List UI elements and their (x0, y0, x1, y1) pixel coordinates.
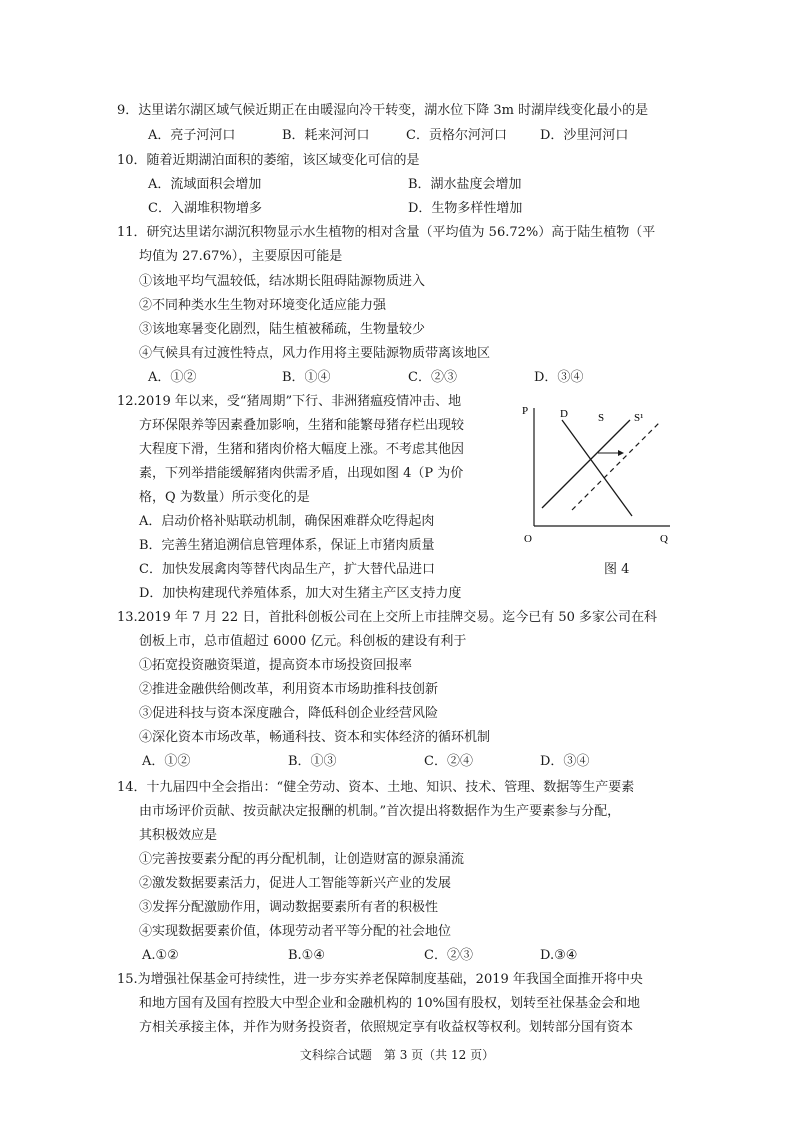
q14-stem-line-2: 由市场评价贡献、按贡献决定报酬的机制。”首次提出将数据作为生产要素参与分配， (139, 804, 621, 819)
q13-stem-line-2: 创板上市，总市值超过 6000 亿元。科创板的建设有利于 (139, 634, 467, 649)
q11-stem-line-1: 11．研究达里诺尔湖沉积物显示水生植物的相对含量（平均值为 56.72%）高于陆生植物（平 (117, 225, 656, 240)
q15-stem-line-1: 15.为增强社保基金可持续性，进一步夯实养老保障制度基础，2019 年我国全面推开将中央 (117, 972, 643, 987)
p-axis-label: P (522, 405, 529, 417)
q10-option-b: B．湖水盐度会增加 (408, 177, 522, 192)
q10-option-c: C．入湖堆积物增多 (148, 201, 262, 216)
q10-option-d: D．生物多样性增加 (408, 201, 523, 216)
q13-option-c: C．②④ (424, 754, 473, 769)
page-footer: 文科综合试题 第 3 页（共 12 页） (299, 1048, 495, 1062)
q12-stem-line-1: 12.2019 年以来，受“猪周期”下行、非洲猪瘟疫情冲击、地 (117, 394, 462, 409)
q15-stem-line-2: 和地方国有及国有控股大中型企业和金融机构的 10%国有股权，划转至社保基金会和地 (139, 996, 641, 1011)
q13-option-b: B．①③ (288, 754, 337, 769)
q13-item-1: ①拓宽投资融资渠道，提高资本市场投资回报率 (139, 658, 413, 673)
origin-label: O (524, 533, 532, 545)
q9-option-a: A．亮子河河口 (148, 128, 236, 143)
q11-item-4: ④气候具有过渡性特点，风力作用将主要陆源物质带离该地区 (139, 346, 491, 361)
q12-option-b: B．完善生猪追溯信息管理体系，保证上市猪肉质量 (139, 538, 435, 553)
q9-option-b: B．耗来河河口 (282, 128, 370, 143)
q12-option-a: A．启动价格补贴联动机制，确保困难群众吃得起肉 (139, 514, 435, 529)
demand-curve (562, 420, 632, 516)
q13-option-d: D．③④ (540, 754, 590, 769)
q12-stem-line-5: 格，Q 为数量）所示变化的是 (139, 490, 310, 505)
q13-option-a: A．①② (142, 754, 191, 769)
supply-demand-diagram (512, 398, 672, 548)
q13-item-2: ②推进金融供给侧改革，利用资本市场助推科技创新 (139, 682, 439, 697)
q14-option-c: C．②③ (424, 948, 473, 963)
q11-option-a: A．①② (148, 370, 197, 385)
q9-option-c: C．贡格尔河河口 (406, 128, 507, 143)
q11-item-3: ③该地寒暑变化剧烈，陆生植被稀疏，生物量较少 (139, 322, 426, 337)
figure-4-caption: 图 4 (604, 562, 630, 577)
q14-option-d: D.③④ (540, 948, 578, 963)
s-label: S (598, 412, 605, 424)
q14-item-2: ②激发数据要素活力，促进人工智能等新兴产业的发展 (139, 876, 452, 891)
q14-option-a: A.①② (142, 948, 179, 963)
q14-stem-line-3: 其积极效应是 (139, 828, 218, 843)
q14-stem-line-1: 14．十九届四中全会指出：“健全劳动、资本、土地、知识、技术、管理、数据等生产要素 (117, 780, 635, 795)
new-supply-curve (572, 422, 660, 510)
q12-stem-line-3: 大程度下滑，生猪和猪肉价格大幅度上涨。不考虑其他因 (139, 442, 465, 457)
shift-arrowhead (618, 450, 624, 456)
q13-item-4: ④深化资本市场改革，畅通科技、资本和实体经济的循环机制 (139, 730, 491, 745)
d-label: D (560, 408, 568, 420)
q10-option-a: A．流域面积会增加 (148, 177, 262, 192)
q12-stem-line-4: 素，下列举措能缓解猪肉供需矛盾，出现如图 4（P 为价 (139, 466, 464, 481)
q13-item-3: ③促进科技与资本深度融合，降低科创企业经营风险 (139, 706, 439, 721)
q12-stem-line-2: 方环保限养等因素叠加影响，生猪和能繁母猪存栏出现较 (139, 418, 465, 433)
q14-option-b: B.①④ (288, 948, 325, 963)
q14-item-1: ①完善按要素分配的再分配机制，让创造财富的源泉涌流 (139, 852, 465, 867)
q9-option-d: D．沙里河河口 (540, 128, 629, 143)
q9-stem: 9．达里诺尔湖区域气候近期正在由暖湿向冷干转变，湖水位下降 3m 时湖岸线变化最小的是 (117, 103, 649, 118)
q15-stem-line-3: 方相关承接主体，并作为财务投资者，依照规定享有收益权等权利。划转部分国有资本 (139, 1020, 634, 1035)
q12-option-c: C．加快发展禽肉等替代肉品生产，扩大替代品进口 (139, 562, 435, 577)
q11-option-b: B．①④ (282, 370, 331, 385)
q-axis-label: Q (660, 533, 668, 545)
q10-stem: 10．随着近期湖泊面积的萎缩，该区域变化可信的是 (117, 153, 420, 168)
q11-option-c: C．②③ (408, 370, 457, 385)
q11-option-d: D．③④ (534, 370, 584, 385)
q14-item-4: ④实现数据要素价值，体现劳动者平等分配的社会地位 (139, 924, 452, 939)
q11-stem-line-2: 均值为 27.67%），主要原因可能是 (139, 249, 343, 264)
q13-stem-line-1: 13.2019 年 7 月 22 日，首批科创板公司在上交所上市挂牌交易。迄今已有 50 多家公司在科 (117, 610, 658, 625)
q11-item-2: ②不同种类水生生物对环境变化适应能力强 (139, 298, 387, 313)
s1-label: S¹ (634, 412, 644, 424)
q14-item-3: ③发挥分配激励作用，调动数据要素所有者的积极性 (139, 900, 439, 915)
q11-item-1: ①该地平均气温较低，结冰期长阻碍陆源物质进入 (139, 274, 426, 289)
q12-option-d: D．加快构建现代养殖体系，加大对生猪主产区支持力度 (139, 586, 462, 601)
